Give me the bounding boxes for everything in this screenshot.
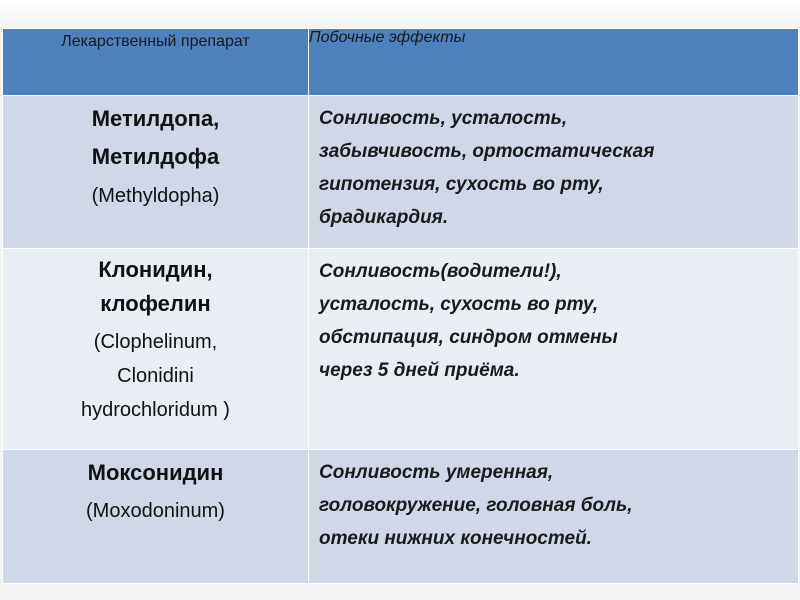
drug-side-effects-table xyxy=(2,28,799,584)
side-effects-text: Сонливость, усталость, забывчивость, ортостатическая гипотензия, сухость во рту, брадикардия. xyxy=(319,108,655,228)
drug-latin-name: (Methyldopha) xyxy=(91,185,220,207)
drug-cell xyxy=(3,450,309,584)
drug-name: Моксонидин xyxy=(87,460,224,485)
drug-cell xyxy=(3,96,309,249)
drug-latin-name: Clonidini xyxy=(117,365,194,387)
table-row xyxy=(3,96,799,249)
drug-latin-name: (Moxodoninum) xyxy=(86,500,225,522)
drug-latin-name: (Clophelinum, xyxy=(93,331,218,353)
effects-cell xyxy=(309,249,799,450)
drug-name: Клонидин, xyxy=(98,257,213,282)
drug-latin-name: hydrochloridum ) xyxy=(81,399,230,421)
header-effects: Побочные эффекты xyxy=(309,29,799,96)
slide-top-shadow xyxy=(0,0,800,28)
table-row xyxy=(3,249,799,450)
effects-cell xyxy=(309,96,799,249)
side-effects-text: Сонливость(водители!), усталость, сухость во рту, обстипация, синдром отмены через 5 дней приёма. xyxy=(319,261,618,381)
side-effects-text: Сонливость умеренная, головокружение, головная боль, отеки нижних конечностей. xyxy=(319,462,633,549)
header-drug: Лекарственный препарат xyxy=(3,29,309,96)
drug-name: Метилдопа, xyxy=(91,106,220,131)
drug-name: Метилдофа xyxy=(91,144,220,169)
drug-name: клофелин xyxy=(100,291,211,316)
table-row xyxy=(3,450,799,584)
table-header-row xyxy=(3,29,799,96)
drug-cell xyxy=(3,249,309,450)
effects-cell xyxy=(309,450,799,584)
